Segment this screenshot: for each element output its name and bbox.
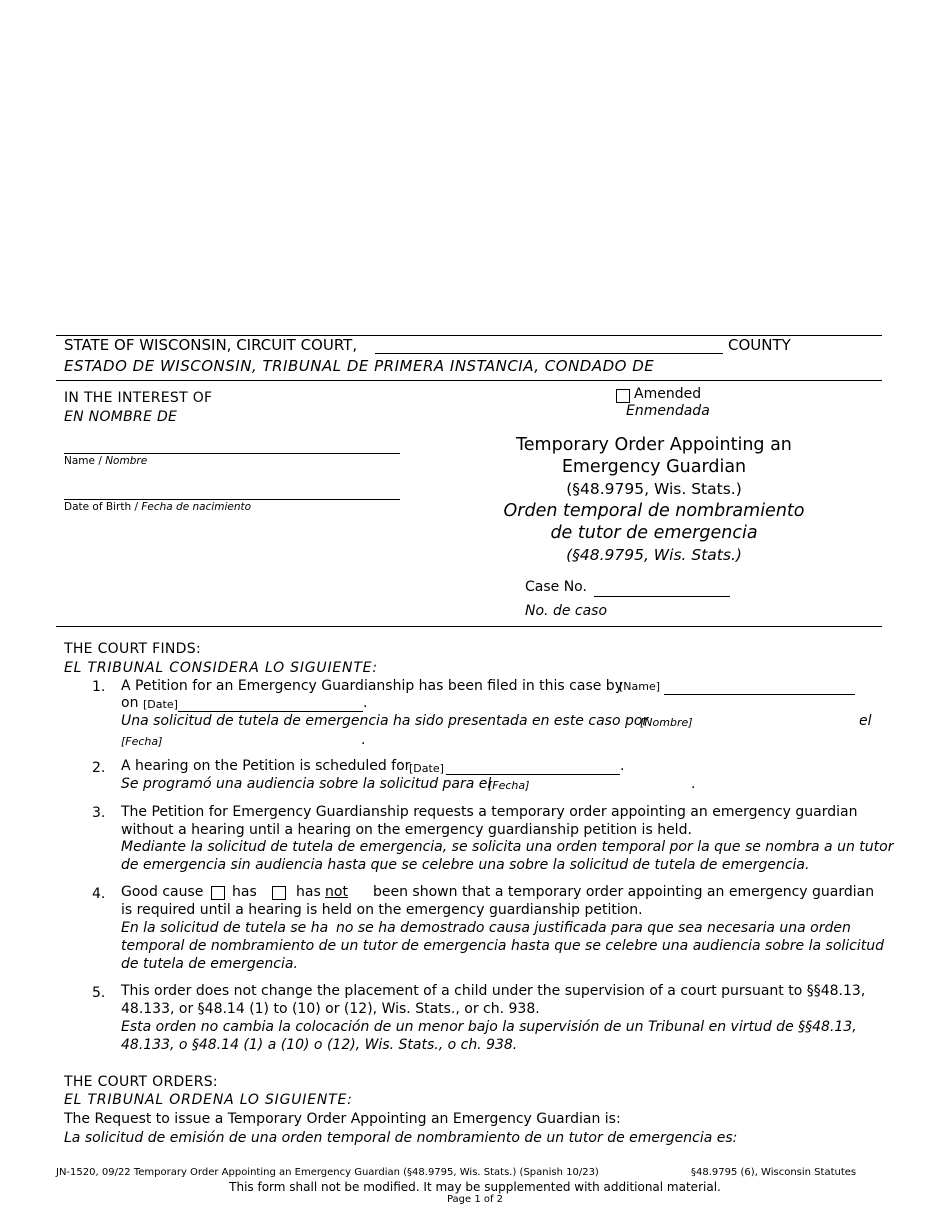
- item5-number: 5.: [92, 985, 106, 1001]
- item4-good-cause: Good cause: [121, 884, 204, 900]
- item5-en-2: 48.133, or §48.14 (1) to (10) or (12), Wis. Stats., or ch. 938.: [121, 1001, 540, 1017]
- case-number-input[interactable]: [594, 596, 730, 597]
- footer-statute: §48.9795 (6), Wisconsin Statutes: [691, 1167, 857, 1178]
- item1-fecha-tag: [Fecha]: [121, 735, 163, 748]
- item5-es-1: Esta orden no cambia la colocación de un menor bajo la supervisión de un Tribunal en virtud de §§48.13,: [121, 1019, 857, 1035]
- item4-es-2: temporal de nombramiento de un tutor de emergencia hasta que se celebre una audiencia sobre la solicitud: [121, 938, 884, 954]
- petitioner-name-input[interactable]: [664, 694, 855, 695]
- has-checkbox[interactable]: [211, 886, 225, 900]
- has-not-checkbox[interactable]: [272, 886, 286, 900]
- item3-es-1: Mediante la solicitud de tutela de emergencia, se solicita una orden temporal por la que se nombra a un tutor: [121, 839, 894, 855]
- item2-es: Se programó una audiencia sobre la solicitud para el: [121, 776, 492, 792]
- hearing-date-input[interactable]: [446, 774, 620, 775]
- item1-number: 1.: [92, 679, 106, 695]
- state-court-label-es: ESTADO DE WISCONSIN, TRIBUNAL DE PRIMERA INSTANCIA, CONDADO DE: [64, 357, 655, 375]
- amended-label: Amended: [634, 386, 702, 402]
- item1-on: on: [121, 695, 139, 711]
- amended-checkbox[interactable]: [616, 389, 630, 403]
- interest-label-es: EN NOMBRE DE: [64, 409, 178, 425]
- item2-es-period: .: [691, 776, 696, 792]
- orders-request: The Request to issue a Temporary Order Appointing an Emergency Guardian is:: [64, 1111, 621, 1127]
- title-en-line1: Temporary Order Appointing an: [516, 435, 792, 455]
- item1-es: Una solicitud de tutela de emergencia ha sido presentada en este caso por: [121, 713, 649, 729]
- title-es-line1: Orden temporal de nombramiento: [503, 501, 805, 521]
- county-input[interactable]: [375, 353, 723, 354]
- footer-notice: This form shall not be modified. It may be supplemented with additional material.: [229, 1180, 721, 1194]
- title-es-line2: de tutor de emergencia: [550, 523, 758, 543]
- page-number: Page 1 of 2: [446, 1194, 504, 1205]
- item3-es-2: de emergencia sin audiencia hasta que se celebre una sobre la solicitud de tutela de emergencia.: [121, 857, 810, 873]
- county-label: COUNTY: [728, 336, 791, 354]
- item1-period: .: [363, 695, 368, 711]
- item2-en: A hearing on the Petition is scheduled for: [121, 758, 411, 774]
- item4-en-1: been shown that a temporary order appointing an emergency guardian: [373, 884, 875, 900]
- item4-es-1a: En la solicitud de tutela se ha: [121, 920, 329, 936]
- item2-fecha-tag: [Fecha]: [488, 779, 530, 792]
- form-id: JN-1520, 09/22 Temporary Order Appointing an Emergency Guardian (§48.9795, Wis. Stats.) (Spanish 10/23): [56, 1167, 599, 1178]
- item1-nombre-tag: [Nombre]: [640, 716, 693, 729]
- case-label-es: No. de caso: [525, 603, 608, 619]
- petition-date-input[interactable]: [178, 711, 363, 712]
- item2-date-tag: [Date]: [409, 762, 444, 775]
- case-label: Case No.: [525, 579, 587, 595]
- item4-has: has: [232, 884, 257, 900]
- title-en-statute: (§48.9795, Wis. Stats.): [566, 480, 742, 498]
- title-block: [454, 434, 854, 566]
- title-en-line2: Emergency Guardian: [561, 457, 747, 477]
- amended-label-es: Enmendada: [626, 403, 710, 419]
- dob-label: Date of Birth / Fecha de nacimiento: [64, 501, 252, 513]
- orders-request-es: La solicitud de emisión de una orden temporal de nombramiento de un tutor de emergencia es:: [64, 1130, 738, 1146]
- item5-es-2: 48.133, o §48.14 (1) a (10) o (12), Wis. Stats., o ch. 938.: [121, 1037, 518, 1053]
- caption-rule: [56, 626, 882, 627]
- item3-en-1: The Petition for Emergency Guardianship requests a temporary order appointing an emergency guardian: [121, 804, 858, 820]
- findings-heading-es: EL TRIBUNAL CONSIDERA LO SIGUIENTE:: [64, 660, 378, 676]
- header-rule: [56, 380, 882, 381]
- item4-es-3: de tutela de emergencia.: [121, 956, 298, 972]
- item1-es-period: .: [361, 732, 366, 748]
- dob-input[interactable]: [64, 499, 400, 500]
- item4-has-2: has: [296, 884, 321, 900]
- interest-label: IN THE INTEREST OF: [64, 390, 213, 406]
- item1-en: A Petition for an Emergency Guardianship has been filed in this case by: [121, 678, 623, 694]
- item4-number: 4.: [92, 886, 106, 902]
- title-es-statute: (§48.9795, Wis. Stats.): [566, 546, 742, 564]
- state-court-label: STATE OF WISCONSIN, CIRCUIT COURT,: [64, 336, 358, 354]
- findings-heading: THE COURT FINDS:: [64, 641, 201, 657]
- orders-heading: THE COURT ORDERS:: [64, 1074, 218, 1090]
- item1-date-tag: [Date]: [143, 698, 178, 711]
- item1-el: el: [859, 713, 872, 729]
- item4-en-2: is required until a hearing is held on the emergency guardianship petition.: [121, 902, 643, 918]
- orders-heading-es: EL TRIBUNAL ORDENA LO SIGUIENTE:: [64, 1092, 353, 1108]
- item2-period: .: [620, 758, 625, 774]
- item1-name-tag: [Name]: [619, 680, 661, 693]
- name-label: Name / Nombre: [64, 455, 148, 467]
- item3-number: 3.: [92, 805, 106, 821]
- item5-en-1: This order does not change the placement of a child under the supervision of a court pursuant to §§48.13,: [121, 983, 866, 999]
- item4-es-1b: no se ha demostrado causa justificada para que sea necesaria una orden: [336, 920, 851, 936]
- item4-not: not: [325, 884, 348, 900]
- item2-number: 2.: [92, 760, 106, 776]
- item3-en-2: without a hearing until a hearing on the emergency guardianship petition is held.: [121, 822, 692, 838]
- name-input[interactable]: [64, 453, 400, 454]
